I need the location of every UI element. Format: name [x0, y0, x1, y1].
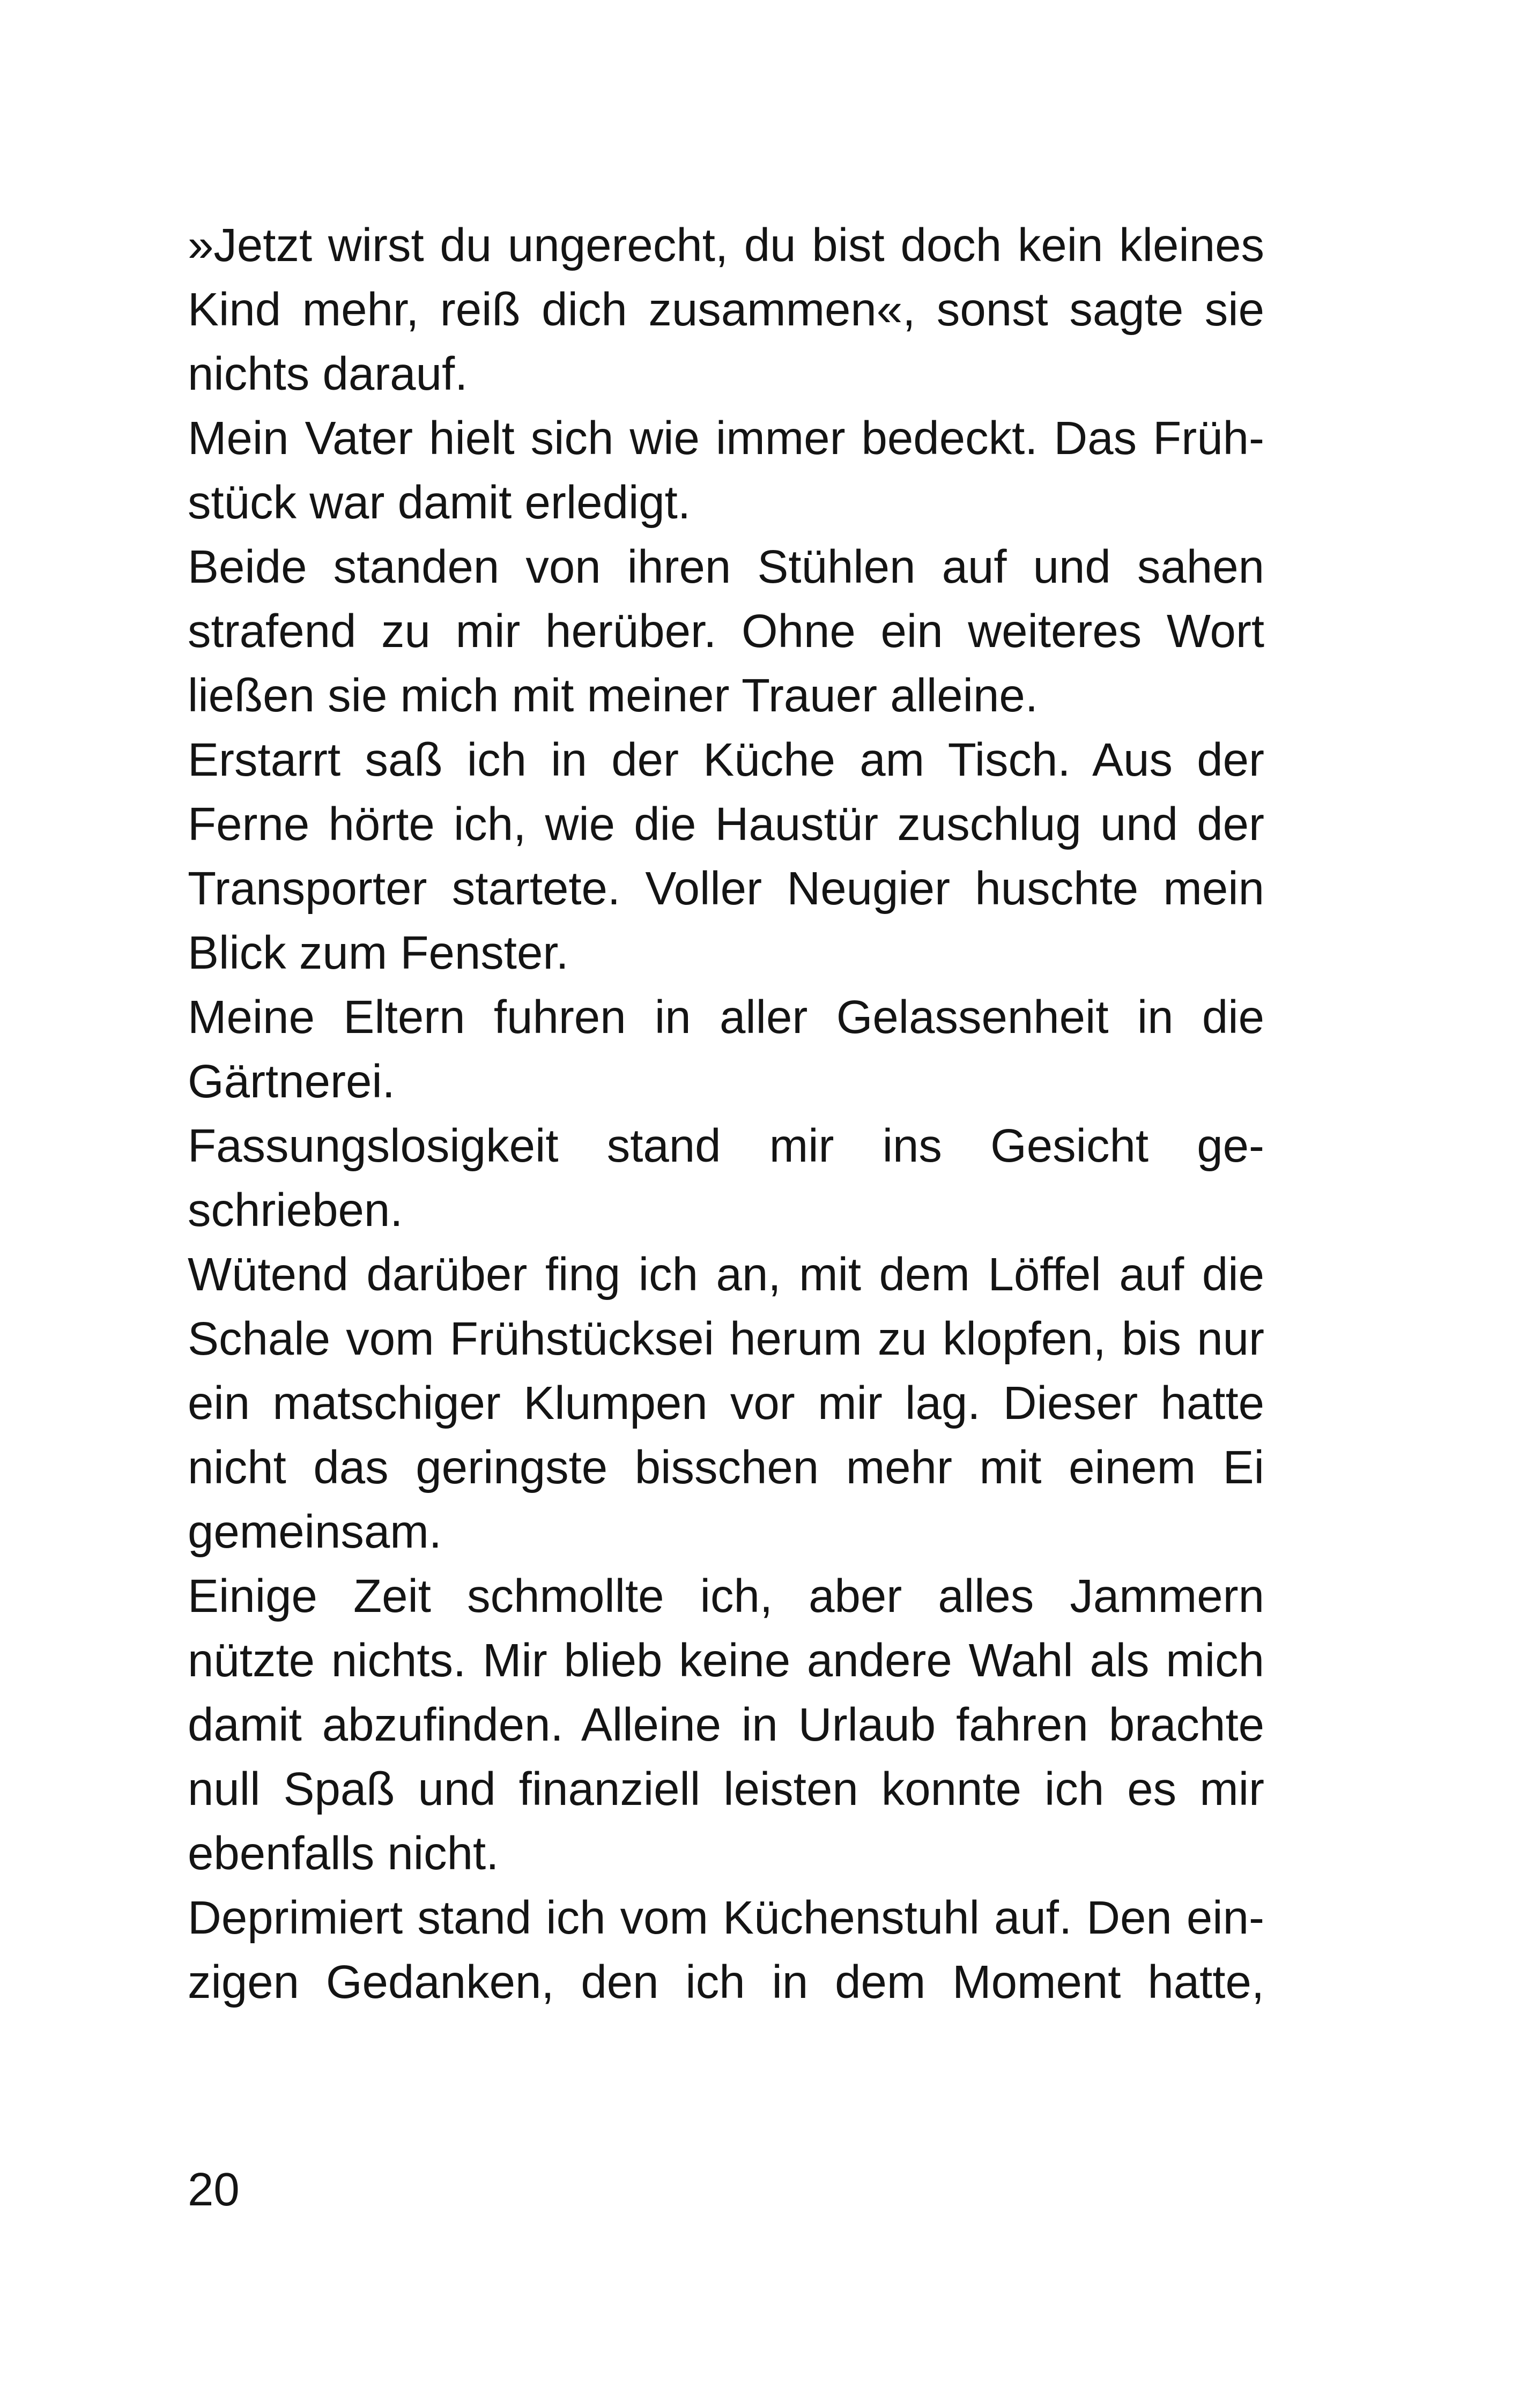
text-line: ließen sie mich mit meiner Trauer alleine.: [188, 670, 1038, 722]
text-line: Mein Vater hielt sich wie immer bedeckt. Das Früh-: [188, 412, 1264, 464]
body-text: [188, 213, 1264, 2015]
text-line: zigen Gedanken, den ich in dem Moment hatte,: [188, 1956, 1264, 2008]
text-line: Fassungslosigkeit stand mir ins Gesicht ge-: [188, 1120, 1264, 1172]
text-line: damit abzufinden. Alleine in Urlaub fahren brachte: [188, 1699, 1264, 1751]
text-line: Kind mehr, reiß dich zusammen«, sonst sagte sie: [188, 284, 1264, 336]
text-line: Blick zum Fenster.: [188, 927, 569, 979]
page-number: 20: [188, 2164, 240, 2216]
text-line: Meine Eltern fuhren in aller Gelassenheit in die: [188, 991, 1264, 1043]
text-line: nicht das geringste bisschen mehr mit einem Ei: [188, 1441, 1264, 1493]
text-line: Beide standen von ihren Stühlen auf und sahen: [188, 541, 1264, 593]
text-line: null Spaß und finanziell leisten konnte ich es mir: [188, 1763, 1264, 1815]
text-line: Wütend darüber fing ich an, mit dem Löffel auf die: [188, 1248, 1264, 1300]
text-line: nichts darauf.: [188, 348, 468, 400]
text-line: strafend zu mir herüber. Ohne ein weiteres Wort: [188, 605, 1264, 657]
text-line: schrieben.: [188, 1184, 403, 1236]
text-line: nützte nichts. Mir blieb keine andere Wahl als mich: [188, 1634, 1264, 1686]
text-line: Ferne hörte ich, wie die Haustür zuschlug und der: [188, 798, 1264, 850]
text-line: »Jetzt wirst du ungerecht, du bist doch kein kleines: [188, 219, 1264, 271]
text-line: Schale vom Frühstücksei herum zu klopfen, bis nur: [188, 1313, 1264, 1365]
text-line: Erstarrt saß ich in der Küche am Tisch. Aus der: [188, 734, 1264, 786]
text-line: ein matschiger Klumpen vor mir lag. Dieser hatte: [188, 1377, 1264, 1429]
text-line: Gärtnerei.: [188, 1056, 395, 1108]
text-line: gemeinsam.: [188, 1506, 442, 1558]
text-line: stück war damit erledigt.: [188, 477, 691, 529]
text-line: ebenfalls nicht.: [188, 1827, 499, 1879]
text-line: Deprimiert stand ich vom Küchenstuhl auf. Den ein-: [188, 1892, 1264, 1944]
text-line: Einige Zeit schmollte ich, aber alles Jammern: [188, 1570, 1264, 1622]
text-line: Transporter startete. Voller Neugier huschte mein: [188, 863, 1264, 915]
